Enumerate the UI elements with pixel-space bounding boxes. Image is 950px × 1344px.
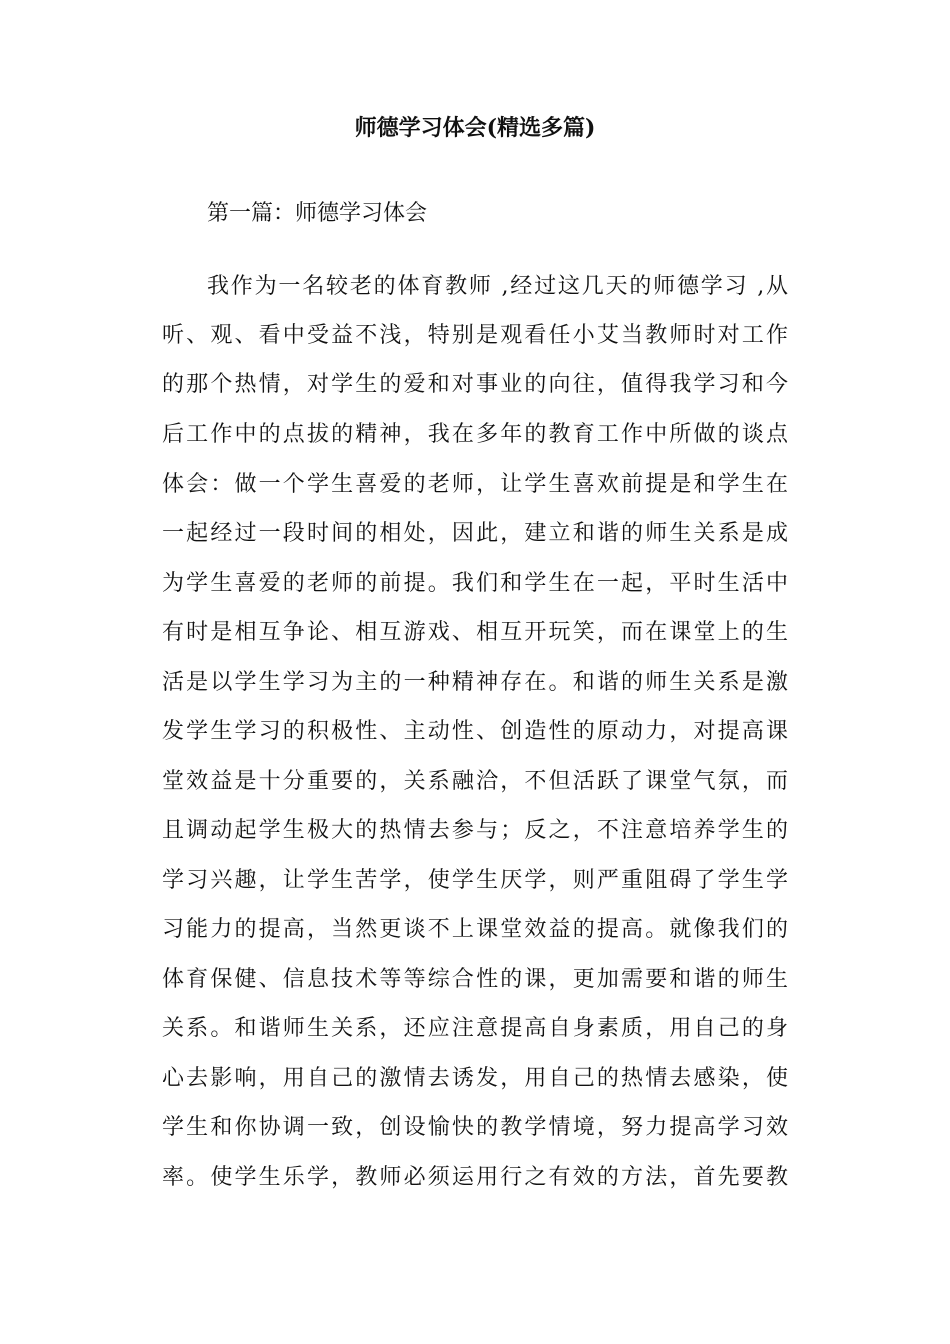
document-title: 师德学习体会(精选多篇): [354, 115, 596, 141]
paragraph-line: 学生和你协调一致，创设愉快的教学情境，努力提高学习效: [162, 1115, 788, 1140]
paragraph-line: 听、观、看中受益不浅，特别是观看任小艾当教师时对工作: [162, 323, 788, 348]
paragraph-line: 活是以学生学习为主的一种精神存在。和谐的师生关系是激: [162, 670, 788, 695]
paragraph-line: 学习兴趣，让学生苦学，使学生厌学，则严重阻碍了学生学: [162, 868, 788, 893]
paragraph-line: 心去影响，用自己的激情去诱发，用自己的热情去感染，使: [162, 1066, 788, 1091]
paragraph-line: 发学生学习的积极性、主动性、创造性的原动力，对提高课: [162, 719, 788, 744]
paragraph-line: 关系。和谐师生关系，还应注意提高自身素质，用自己的身: [162, 1016, 788, 1041]
paragraph-line: 体会：做一个学生喜爱的老师，让学生喜欢前提是和学生在: [162, 472, 788, 497]
paragraph-line: 的那个热情，对学生的爱和对事业的向往，值得我学习和今: [162, 372, 788, 397]
paragraph-line: 为学生喜爱的老师的前提。我们和学生在一起，平时生活中: [162, 571, 788, 596]
paragraph-line: 堂效益是十分重要的，关系融洽，不但活跃了课堂气氛，而: [162, 769, 788, 794]
paragraph-line: 习能力的提高，当然更谈不上课堂效益的提高。就像我们的: [162, 917, 788, 942]
paragraph-line: 一起经过一段时间的相处，因此，建立和谐的师生关系是成: [162, 521, 788, 546]
paragraph-line: 我作为一名较老的体育教师 ,经过这几天的师德学习 ,从: [207, 274, 788, 299]
section-heading: 第一篇：师德学习体会: [207, 201, 428, 226]
paragraph-line: 体育保健、信息技术等等综合性的课，更加需要和谐的师生: [162, 967, 788, 992]
paragraph-line: 后工作中的点拔的精神，我在多年的教育工作中所做的谈点: [162, 422, 788, 447]
paragraph-line: 率。使学生乐学，教师必须运用行之有效的方法，首先要教: [162, 1165, 788, 1190]
paragraph-line: 且调动起学生极大的热情去参与；反之，不注意培养学生的: [162, 818, 788, 843]
paragraph-line: 有时是相互争论、相互游戏、相互开玩笑，而在课堂上的生: [162, 620, 788, 645]
